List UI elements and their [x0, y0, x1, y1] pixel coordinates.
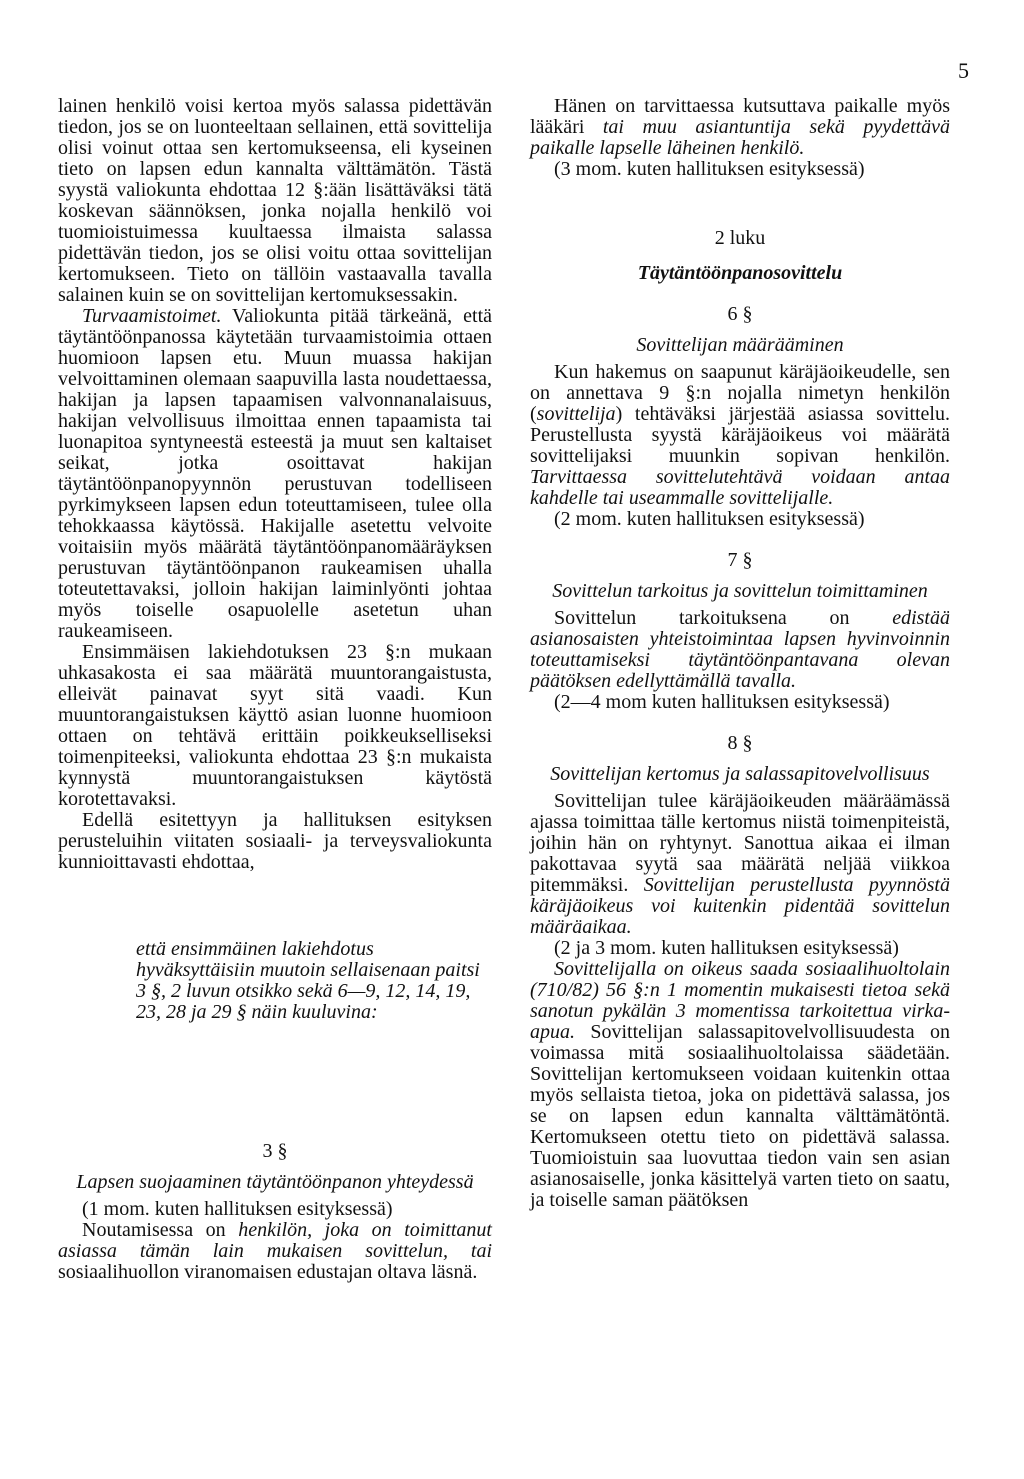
right-column: [530, 96, 950, 1211]
proposal-statement: että ensimmäinen lakiehdotus hyväksyttäisiin muutoin sellaisenaan paitsi 3 §, 2 luvun otsikko sekä 6—9, 12, 14, 19, 23, 28 ja 29 § näin kuuluvina:: [136, 938, 480, 1023]
italic-run: sovittelija: [536, 403, 616, 425]
section-7-moment-note: (2—4 mom kuten hallituksen esityksessä): [554, 691, 890, 713]
left-column: [58, 96, 492, 1283]
text-run: Sovittelun tarkoituksena on: [554, 607, 893, 629]
italic-run: Tarvittaessa sovittelutehtävä voidaan antaa kahdelle tai useammalle sovittelijalle.: [530, 466, 950, 509]
text-run: Hänen on tarvittaessa kutsuttava paikalle myös lääkäri: [530, 95, 950, 138]
text-run: Sovittelijan tulee käräjäoikeuden määräämässä ajassa toimittaa tälle kertomus niistä toimenpiteistä, joihin hän on ryhtynyt. Sanottua aikaa ei ilman pakottavaa syytä saa määrätä neljää viikkoa pitemmäksi.: [530, 790, 950, 896]
section-8-title: Sovittelijan kertomus ja salassapitovelvollisuus: [550, 763, 930, 785]
chapter-title: Täytäntöönpanosovittelu: [637, 262, 843, 284]
section-6-paragraph: [530, 362, 950, 509]
section-3-title: Lapsen suojaaminen täytäntöönpanon yhteydessä: [76, 1171, 474, 1193]
chapter-number: 2 luku: [714, 227, 766, 249]
paragraph-text: Valiokunta pitää tärkeänä, että täytäntöönpanossa käytetään turvaamistoimia ottaen huomioon lapsen etu. Muun muassa hakijan velvoittaminen olemaan saapuvilla lasta noudettaessa, hakijan ja lapsen tapaamisen valvonnanalaisuus, hakijan velvollisuus ilmoittaa ennen tapaamista tai luonapitoa syntyneestä esteestä ja muut sen kaltaiset seikat, jotka osoittavat hakijan täytäntöönpanopyynnön perustuvan todelliseen pyrkimykseen lapsen edun toteuttamiseen, tulee olla tehokkaassa käytössä. Hakijalle asetettu velvoite voitaisiin myös määrätä täytäntöönpanomääräyksen perustuvan täytäntöönpanon raukeamisen uhalla toteutettavaksi, jolloin hakijan laiminlyönti johtaa myös toiselle osapuolelle asetetun uhan raukeamiseen.: [58, 305, 492, 642]
moment-3-note: (3 mom. kuten hallituksen esityksessä): [554, 158, 865, 180]
section-6-title: Sovittelijan määrääminen: [636, 334, 844, 356]
text-run: ) tehtäväksi järjestää asiassa sovittelu. Perustellusta syystä käräjäoikeus voi määrätä sovittelijaksi muunkin sopivan henkilön.: [530, 403, 950, 467]
paragraph-protective-measures: [58, 306, 492, 642]
italic-run: henkilön, joka on toimittanut asiassa tämän lain mukaisen sovittelun, tai: [58, 1219, 492, 1262]
italic-run: edistää asianosaisten yhteistoimintaa lapsen hyvinvoinnin toteuttamiseksi täytäntöönpantavana olevan päätöksen edellyttämällä tavalla.: [530, 607, 950, 692]
paragraph-confidential-info: lainen henkilö voisi kertoa myös salassa pidettävän tiedon, jos se on luonteeltaan sellainen, että sovittelija olisi voinut ottaa sen kertomukseensa, eli kyseinen tieto on lapsen edun kannalta välttämätön. Tästä syystä valiokunta ehdottaa 12 §:ään lisättäväksi tätä koskevan säännöksen, jonka nojalla henkilö voi tuomioistuimessa kuultaessa ilmaista salassa pidettävän tiedon, jos se olisi voitu ottaa sovittelijan kertomukseen. Tieto on tällöin vastaavalla tavalla salainen kuin se on sovittelijan kertomuksessakin.: [58, 95, 492, 306]
section-3-paragraph-2: [58, 1220, 492, 1283]
page-number: 5: [958, 58, 969, 83]
text-run: Sovittelijan salassapitovelvollisuudesta on voimassa mitä sosiaalihuoltolaissa säädetään. Sovittelijan kertomukseen voidaan kuitenkin ottaa myös sellaista tietoa, joka on pidettävä salassa, jos se on lapsen edun kannalta välttämätöntä. Kertomukseen otettu tieto on pidettävä salassa. Tuomioistuin saa luovuttaa tiedon vain sen asian asianosaiselle, jonka käsittelyä varten tieto on saatu, ja toiselle saman päätöksen: [530, 1021, 950, 1211]
section-8-number: 8 §: [727, 732, 753, 754]
italic-run: Sovittelijan perustellusta pyynnöstä käräjäoikeus voi kuitenkin pidentää sovittelun määräaikaa.: [530, 874, 950, 938]
paragraph-doctor: [530, 96, 950, 159]
text-run: Kun hakemus on saapunut käräjäoikeudelle, sen on annettava 9 §:n nojalla nimetyn henkilön (: [530, 361, 950, 425]
text-run: Noutamisessa on: [82, 1219, 239, 1241]
section-3-number: 3 §: [262, 1140, 288, 1162]
section-7-number: 7 §: [727, 549, 753, 571]
section-8-paragraph-2: [530, 959, 950, 1211]
section-8-moment-note: (2 ja 3 mom. kuten hallituksen esityksessä): [554, 937, 899, 959]
paragraph-penalty: Ensimmäisen lakiehdotuksen 23 §:n mukaan uhkasakosta ei saa määrätä muuntorangaistusta, elleivät painavat syyt sitä vaadi. Kun muuntorangaistuksen käyttö asian luonne huomioon ottaen on tehtävä erittäin poikkeukselliseksi toimenpiteeksi, valiokunta ehdottaa 23 §:n mukaista kynnystä muuntorangaistuksen käytöstä korotettavaksi.: [58, 641, 492, 810]
section-7-title: Sovittelun tarkoitus ja sovittelun toimittaminen: [552, 580, 928, 602]
section-7-paragraph: [530, 608, 950, 692]
section-3-moment-1: (1 mom. kuten hallituksen esityksessä): [82, 1198, 393, 1220]
section-6-moment-note: (2 mom. kuten hallituksen esityksessä): [554, 508, 865, 530]
paragraph-committee-proposal: Edellä esitettyyn ja hallituksen esityksen perusteluihin viitaten sosiaali- ja terveysvaliokunta kunnioittavasti ehdottaa,: [58, 809, 492, 873]
italic-run: tai muu asiantuntija sekä pyydettävä paikalle lapselle läheinen henkilö.: [530, 116, 951, 159]
section-8-paragraph-1: [530, 791, 950, 938]
text-run: sosiaalihuollon viranomaisen edustajan oltava läsnä.: [58, 1261, 478, 1283]
run-in-heading: Turvaamistoimet.: [82, 305, 222, 327]
italic-run: Sovittelijalla on oikeus saada sosiaalihuoltolain (710/82) 56 §:n 1 momentin mukaisesti tietoa sekä sanotun pykälän 3 momentissa tarkoitettua virka-apua.: [530, 958, 950, 1043]
section-6-number: 6 §: [727, 303, 753, 325]
